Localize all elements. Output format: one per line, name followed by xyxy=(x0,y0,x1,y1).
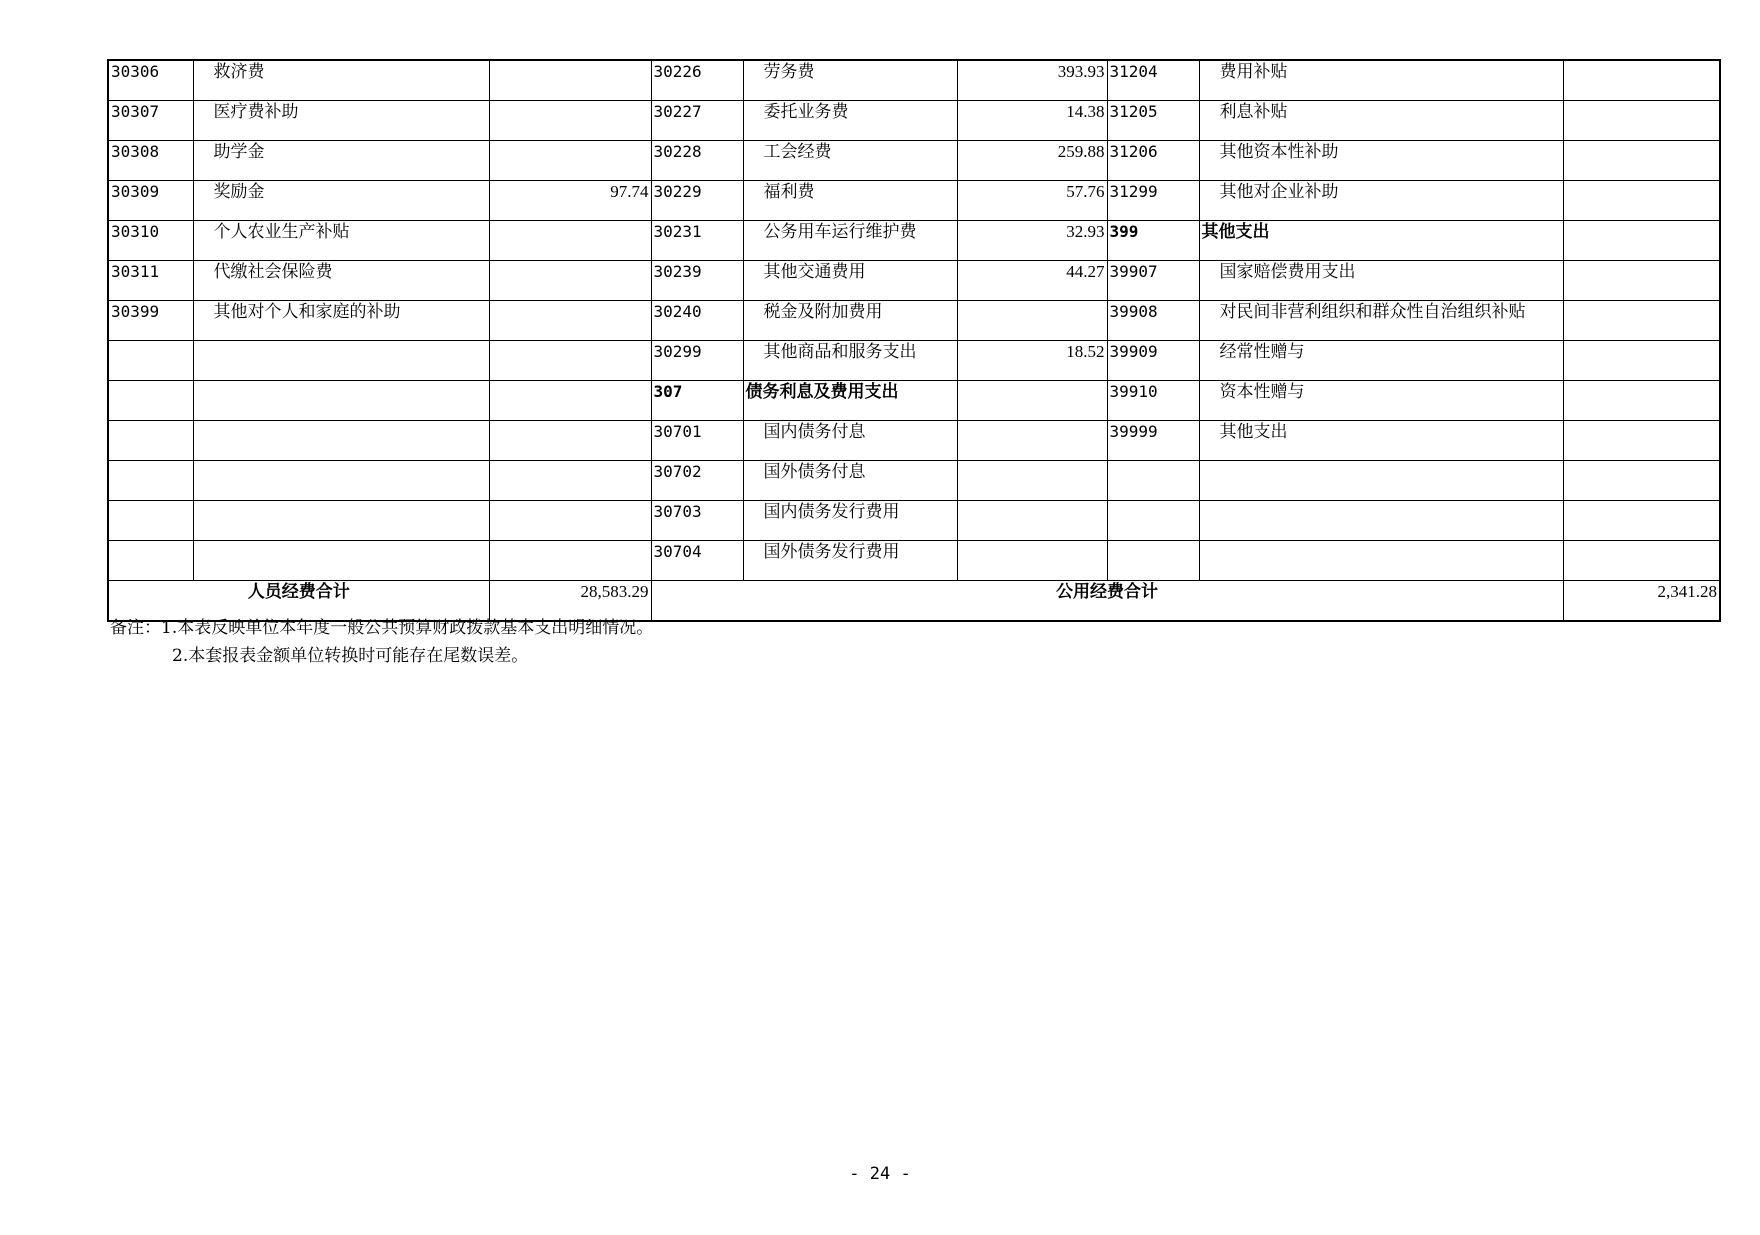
table-body xyxy=(108,60,1720,581)
personnel-code: 30307 xyxy=(108,101,193,141)
table-row xyxy=(108,301,1720,341)
public-code: 30701 xyxy=(651,421,743,461)
table-row xyxy=(108,101,1720,141)
table-row xyxy=(108,261,1720,301)
public-item-name: 国外债务付息 xyxy=(743,461,957,501)
notes xyxy=(110,614,653,670)
personnel-item-name xyxy=(193,421,489,461)
other-code: 39908 xyxy=(1107,301,1199,341)
public-code: 30229 xyxy=(651,181,743,221)
public-amount: 57.76 xyxy=(957,181,1107,221)
personnel-code xyxy=(108,381,193,421)
public-item-name: 税金及附加费用 xyxy=(743,301,957,341)
table-row xyxy=(108,541,1720,581)
other-code: 39910 xyxy=(1107,381,1199,421)
public-item-name: 工会经费 xyxy=(743,141,957,181)
personnel-item-name: 奖励金 xyxy=(193,181,489,221)
public-amount: 32.93 xyxy=(957,221,1107,261)
other-item-name xyxy=(1199,501,1563,541)
personnel-code: 30308 xyxy=(108,141,193,181)
public-total-value: 2,341.28 xyxy=(1563,581,1720,622)
other-code: 39999 xyxy=(1107,421,1199,461)
table-row xyxy=(108,461,1720,501)
public-code: 30702 xyxy=(651,461,743,501)
personnel-amount xyxy=(489,261,651,301)
other-item-name: 国家赔偿费用支出 xyxy=(1199,261,1563,301)
other-item-name: 资本性赠与 xyxy=(1199,381,1563,421)
page-number: - 24 - xyxy=(849,1164,911,1184)
personnel-amount xyxy=(489,341,651,381)
public-item-name: 债务利息及费用支出 xyxy=(743,381,957,421)
other-code xyxy=(1107,461,1199,501)
other-code: 31299 xyxy=(1107,181,1199,221)
personnel-code: 30311 xyxy=(108,261,193,301)
other-amount xyxy=(1563,60,1720,101)
other-item-name: 其他资本性补助 xyxy=(1199,141,1563,181)
other-amount xyxy=(1563,501,1720,541)
table-row xyxy=(108,221,1720,261)
public-code: 30704 xyxy=(651,541,743,581)
personnel-item-name: 医疗费补助 xyxy=(193,101,489,141)
other-code: 399 xyxy=(1107,221,1199,261)
public-amount: 44.27 xyxy=(957,261,1107,301)
table-row xyxy=(108,381,1720,421)
other-amount xyxy=(1563,461,1720,501)
other-item-name: 利息补贴 xyxy=(1199,101,1563,141)
other-item-name xyxy=(1199,461,1563,501)
table-row xyxy=(108,141,1720,181)
other-amount xyxy=(1563,101,1720,141)
personnel-amount: 97.74 xyxy=(489,181,651,221)
public-total-label: 公用经费合计 xyxy=(651,581,1563,622)
personnel-amount xyxy=(489,221,651,261)
public-amount xyxy=(957,461,1107,501)
public-item-name: 国内债务付息 xyxy=(743,421,957,461)
personnel-item-name: 助学金 xyxy=(193,141,489,181)
other-code: 31204 xyxy=(1107,60,1199,101)
personnel-item-name xyxy=(193,381,489,421)
other-amount xyxy=(1563,221,1720,261)
personnel-item-name: 代缴社会保险费 xyxy=(193,261,489,301)
table-row xyxy=(108,501,1720,541)
personnel-item-name xyxy=(193,341,489,381)
public-amount xyxy=(957,421,1107,461)
personnel-amount xyxy=(489,101,651,141)
public-amount: 14.38 xyxy=(957,101,1107,141)
personnel-item-name xyxy=(193,461,489,501)
personnel-item-name: 其他对个人和家庭的补助 xyxy=(193,301,489,341)
public-code: 30226 xyxy=(651,60,743,101)
note-line-2: 2.本套报表金额单位转换时可能存在尾数误差。 xyxy=(172,646,529,666)
expenditure-detail-table xyxy=(107,59,1721,622)
public-amount xyxy=(957,541,1107,581)
personnel-item-name: 个人农业生产补贴 xyxy=(193,221,489,261)
personnel-total-value: 28,583.29 xyxy=(489,581,651,622)
public-amount: 393.93 xyxy=(957,60,1107,101)
personnel-amount xyxy=(489,141,651,181)
personnel-code: 30309 xyxy=(108,181,193,221)
table-row xyxy=(108,421,1720,461)
public-amount xyxy=(957,381,1107,421)
personnel-total-label: 人员经费合计 xyxy=(108,581,489,622)
public-item-name: 劳务费 xyxy=(743,60,957,101)
public-code: 30231 xyxy=(651,221,743,261)
other-code: 39907 xyxy=(1107,261,1199,301)
personnel-amount xyxy=(489,60,651,101)
personnel-code xyxy=(108,541,193,581)
other-item-name: 其他支出 xyxy=(1199,421,1563,461)
personnel-amount xyxy=(489,381,651,421)
public-code: 30299 xyxy=(651,341,743,381)
other-code: 31205 xyxy=(1107,101,1199,141)
other-amount xyxy=(1563,181,1720,221)
table-row xyxy=(108,60,1720,101)
other-amount xyxy=(1563,421,1720,461)
personnel-item-name xyxy=(193,501,489,541)
personnel-code: 30306 xyxy=(108,60,193,101)
public-amount: 18.52 xyxy=(957,341,1107,381)
other-amount xyxy=(1563,381,1720,421)
public-code: 30227 xyxy=(651,101,743,141)
public-item-name: 公务用车运行维护费 xyxy=(743,221,957,261)
personnel-code xyxy=(108,501,193,541)
personnel-code: 30310 xyxy=(108,221,193,261)
other-item-name: 经常性赠与 xyxy=(1199,341,1563,381)
public-code: 30228 xyxy=(651,141,743,181)
other-amount xyxy=(1563,541,1720,581)
other-item-name: 其他对企业补助 xyxy=(1199,181,1563,221)
personnel-amount xyxy=(489,541,651,581)
other-code xyxy=(1107,541,1199,581)
public-code: 30703 xyxy=(651,501,743,541)
other-amount xyxy=(1563,261,1720,301)
personnel-amount xyxy=(489,301,651,341)
personnel-item-name xyxy=(193,541,489,581)
personnel-amount xyxy=(489,421,651,461)
personnel-amount xyxy=(489,501,651,541)
public-item-name: 委托业务费 xyxy=(743,101,957,141)
public-amount xyxy=(957,501,1107,541)
public-item-name: 国外债务发行费用 xyxy=(743,541,957,581)
table-row xyxy=(108,341,1720,381)
other-amount xyxy=(1563,341,1720,381)
public-item-name: 福利费 xyxy=(743,181,957,221)
personnel-amount xyxy=(489,461,651,501)
other-item-name: 费用补贴 xyxy=(1199,60,1563,101)
personnel-code xyxy=(108,421,193,461)
public-amount xyxy=(957,301,1107,341)
other-item-name xyxy=(1199,541,1563,581)
table-row xyxy=(108,181,1720,221)
other-code xyxy=(1107,501,1199,541)
public-item-name: 国内债务发行费用 xyxy=(743,501,957,541)
other-code: 31206 xyxy=(1107,141,1199,181)
other-amount xyxy=(1563,141,1720,181)
other-item-name: 其他支出 xyxy=(1199,221,1563,261)
personnel-code xyxy=(108,461,193,501)
public-amount: 259.88 xyxy=(957,141,1107,181)
public-item-name: 其他商品和服务支出 xyxy=(743,341,957,381)
public-item-name: 其他交通费用 xyxy=(743,261,957,301)
other-item-name: 对民间非营利组织和群众性自治组织补贴 xyxy=(1199,301,1563,341)
public-code: 30240 xyxy=(651,301,743,341)
public-code: 30239 xyxy=(651,261,743,301)
personnel-item-name: 救济费 xyxy=(193,60,489,101)
other-code: 39909 xyxy=(1107,341,1199,381)
note-line-1: 备注：1.本表反映单位本年度一般公共预算财政拨款基本支出明细情况。 xyxy=(110,618,654,638)
personnel-code: 30399 xyxy=(108,301,193,341)
personnel-code xyxy=(108,341,193,381)
other-amount xyxy=(1563,301,1720,341)
public-code: 307 xyxy=(651,381,743,421)
